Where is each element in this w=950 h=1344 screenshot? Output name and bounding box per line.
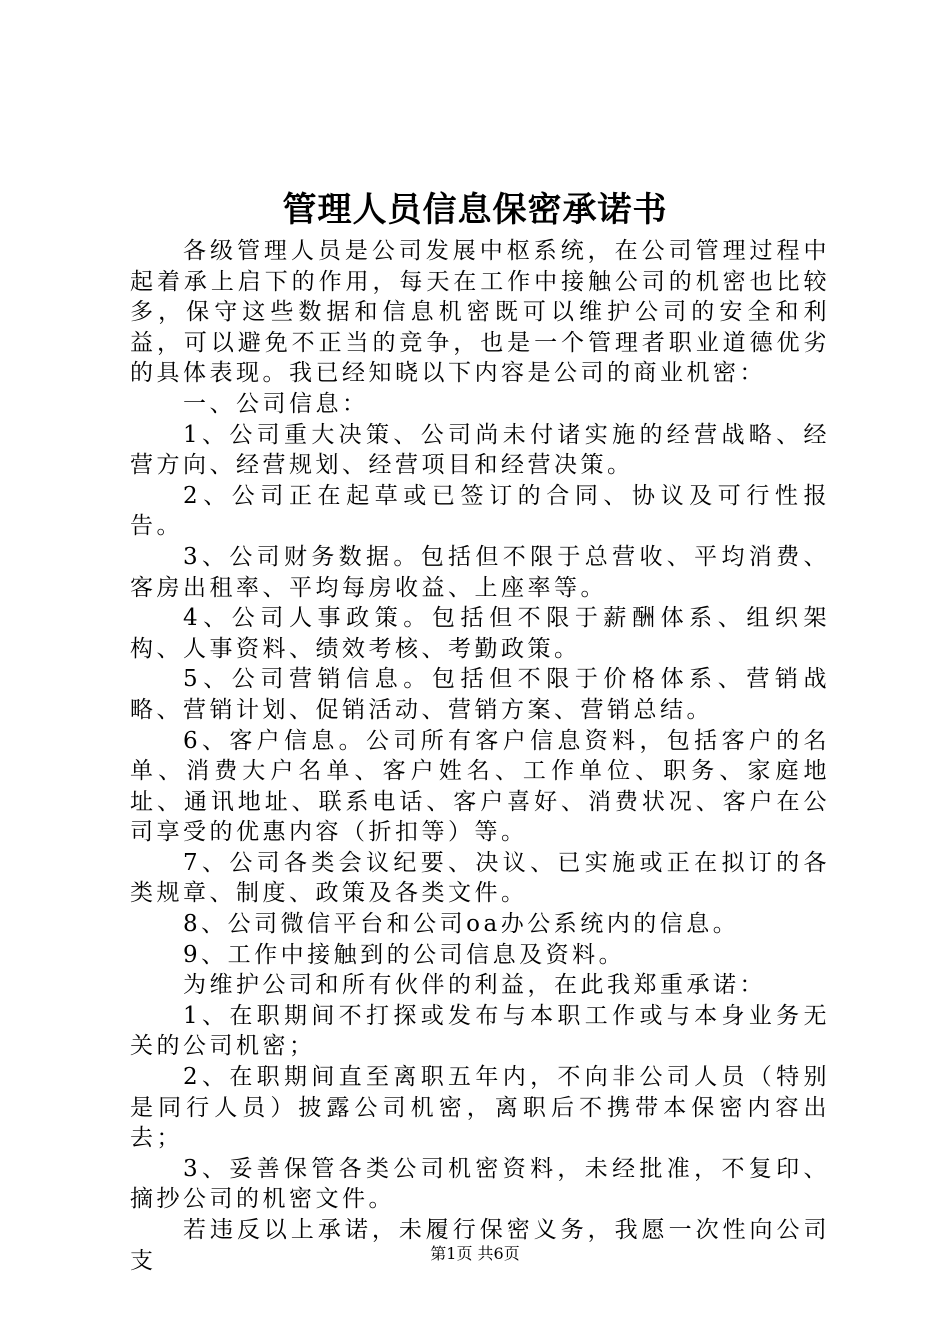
list-item-8: 8、公司微信平台和公司oa办公系统内的信息。 xyxy=(183,911,740,938)
document-body xyxy=(130,236,830,1276)
violation-clause: 若违反以上承诺，未履行保密义务，我愿一次性向公司支 xyxy=(130,1217,830,1274)
pledge-item-2: 2、在职期间直至离职五年内，不向非公司人员（特别是同行人员）披露公司机密，离职后不携带本保密内容出去； xyxy=(130,1064,830,1152)
document-title: 管理人员信息保密承诺书 xyxy=(282,190,668,230)
page-number-footer: 第1页 共6页 xyxy=(430,1244,520,1263)
pledge-item-3: 3、妥善保管各类公司机密资料，未经批准，不复印、摘抄公司的机密文件。 xyxy=(130,1155,830,1213)
list-item-7: 7、公司各类会议纪要、决议、已实施或正在拟订的各类规章、制度、政策及各类文件。 xyxy=(130,849,830,907)
pledge-intro: 为维护公司和所有伙伴的利益，在此我郑重承诺： xyxy=(183,972,766,999)
list-item-4: 4、公司人事政策。包括但不限于薪酬体系、组织架构、人事资料、绩效考核、考勤政策。 xyxy=(130,605,830,662)
list-item-9: 9、工作中接触到的公司信息及资料。 xyxy=(183,941,626,968)
section-heading-company-info: 一、公司信息： xyxy=(183,390,369,417)
pledge-item-1: 1、在职期间不打探或发布与本职工作或与本身业务无关的公司机密； xyxy=(130,1002,830,1060)
list-item-6: 6、客户信息。公司所有客户信息资料，包括客户的名单、消费大户名单、客户姓名、工作单位、职务、家庭地址、通讯地址、联系电话、客户喜好、消费状况、客户在公司享受的优惠内容（折扣等）等。 xyxy=(130,727,830,846)
list-item-1: 1、公司重大决策、公司尚未付诸实施的经营战略、经营方向、经营规划、经营项目和经营决策。 xyxy=(130,421,830,479)
list-item-3: 3、公司财务数据。包括但不限于总营收、平均消费、客房出租率、平均每房收益、上座率等。 xyxy=(130,543,830,601)
list-item-5: 5、公司营销信息。包括但不限于价格体系、营销战略、营销计划、促销活动、营销方案、营销总结。 xyxy=(130,666,830,723)
list-item-2: 2、公司正在起草或已签订的合同、协议及可行性报告。 xyxy=(130,482,830,540)
intro-paragraph: 各级管理人员是公司发展中枢系统，在公司管理过程中起着承上启下的作用，每天在工作中接触公司的机密也比较多，保守这些数据和信息机密既可以维护公司的安全和利益，可以避免不正当的竞争，也是一个管理者职业道德优劣的具体表现。我已经知晓以下内容是公司的商业机密： xyxy=(130,238,830,387)
